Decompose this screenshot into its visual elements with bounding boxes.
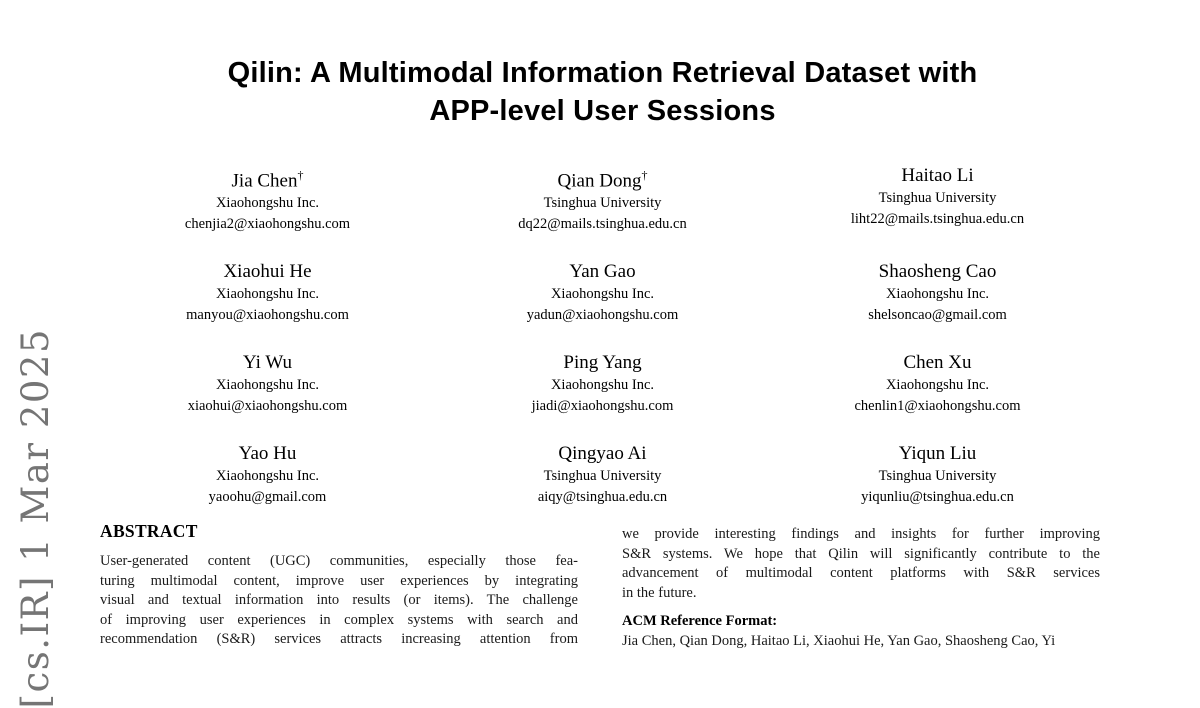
author-affiliation: Tsinghua University (543, 195, 662, 212)
author-card (770, 350, 1105, 417)
author-email: yaoohu@gmail.com (208, 489, 327, 506)
author-email: aiqy@tsinghua.edu.cn (537, 489, 668, 506)
author-card (435, 350, 770, 417)
author-marker: † (641, 168, 648, 182)
abstract-line: advancement of multimodal content platforms with S&R services (622, 565, 1100, 581)
acm-reference-heading: ACM Reference Format: (622, 613, 778, 629)
abstract-line: we provide interesting findings and insights for further improving (622, 526, 1100, 542)
author-card (100, 441, 435, 508)
abstract-line: User-generated content (UGC) communities, especially those fea- (100, 553, 578, 569)
abstract-line: of improving user experiences in complex systems with search and (100, 611, 578, 628)
abstract-line: visual and textual information into results (or items). The challenge (100, 592, 578, 608)
author-affiliation: Xiaohongshu Inc. (215, 195, 320, 212)
author-email: chenlin1@xiaohongshu.com (854, 398, 1021, 415)
abstract-left-lines (100, 552, 578, 650)
author-email: dq22@mails.tsinghua.edu.cn (518, 216, 687, 233)
author-name: Shaosheng Cao (878, 261, 997, 283)
author-affiliation: Xiaohongshu Inc. (550, 286, 655, 303)
author-name: Qingyao Ai (558, 443, 647, 465)
author-email: xiaohui@xiaohongshu.com (187, 398, 348, 415)
author-name: Yiqun Liu (898, 443, 977, 465)
author-card (435, 259, 770, 326)
author-affiliation: Xiaohongshu Inc. (215, 468, 320, 485)
author-email: yadun@xiaohongshu.com (526, 307, 679, 324)
author-card (100, 259, 435, 326)
author-email: manyou@xiaohongshu.com (186, 307, 349, 324)
author-card (100, 163, 435, 235)
author-card (100, 350, 435, 417)
author-affiliation: Xiaohongshu Inc. (550, 377, 655, 394)
arxiv-stamp: [cs.IR] 1 Mar 2025 (14, 328, 57, 708)
abstract-line: S&R systems. We hope that Qilin will significantly contribute to the (622, 545, 1100, 562)
author-card (435, 441, 770, 508)
paper-page (100, 0, 1105, 648)
abstract-line: turing multimodal content, improve user experiences by integrating (100, 572, 578, 589)
author-card (770, 441, 1105, 508)
author-email: chenjia2@xiaohongshu.com (184, 216, 351, 233)
author-affiliation: Tsinghua University (878, 468, 997, 485)
abstract-heading: ABSTRACT (100, 521, 198, 541)
author-name: Qian Dong† (557, 168, 648, 192)
author-affiliation: Tsinghua University (878, 190, 997, 206)
author-email: jiadi@xiaohongshu.com (531, 398, 674, 415)
author-affiliation: Xiaohongshu Inc. (885, 377, 990, 394)
author-name: Chen Xu (903, 352, 972, 374)
author-email: liht22@mails.tsinghua.edu.cn (850, 211, 1025, 227)
author-marker: † (297, 168, 304, 182)
author-card (770, 163, 1105, 235)
abstract-columns (100, 519, 1105, 651)
author-email: yiqunliu@tsinghua.edu.cn (861, 489, 1014, 506)
page-title (100, 54, 1105, 130)
abstract-right-lines (622, 525, 1100, 603)
author-card (770, 259, 1105, 326)
title-line-2: APP-level User Sessions (429, 95, 776, 127)
author-name: Yan Gao (569, 261, 636, 283)
author-affiliation: Xiaohongshu Inc. (885, 286, 990, 303)
abstract-line: in the future. (622, 584, 697, 601)
author-name: Haitao Li (901, 165, 974, 186)
author-affiliation: Xiaohongshu Inc. (215, 377, 320, 394)
author-name: Yi Wu (242, 352, 293, 374)
abstract-clipped-line: recommendation (S&R) services attracts increasing attention from (100, 631, 578, 647)
author-grid (100, 163, 1105, 508)
abstract-left-column (100, 519, 578, 651)
author-name: Yao Hu (238, 443, 297, 465)
author-name: Xiaohui He (223, 261, 312, 283)
author-name: Jia Chen† (231, 168, 304, 192)
author-card (435, 163, 770, 235)
abstract-right-column (622, 519, 1100, 651)
title-line-1: Qilin: A Multimodal Information Retrieval Dataset with (227, 57, 978, 89)
author-email: shelsoncao@gmail.com (868, 307, 1007, 324)
acm-reference-clipped-line: Jia Chen, Qian Dong, Haitao Li, Xiaohui He, Yan Gao, Shaosheng Cao, Yi (622, 632, 1056, 649)
author-affiliation: Xiaohongshu Inc. (215, 286, 320, 303)
author-affiliation: Tsinghua University (543, 468, 662, 485)
author-name: Ping Yang (563, 352, 642, 374)
